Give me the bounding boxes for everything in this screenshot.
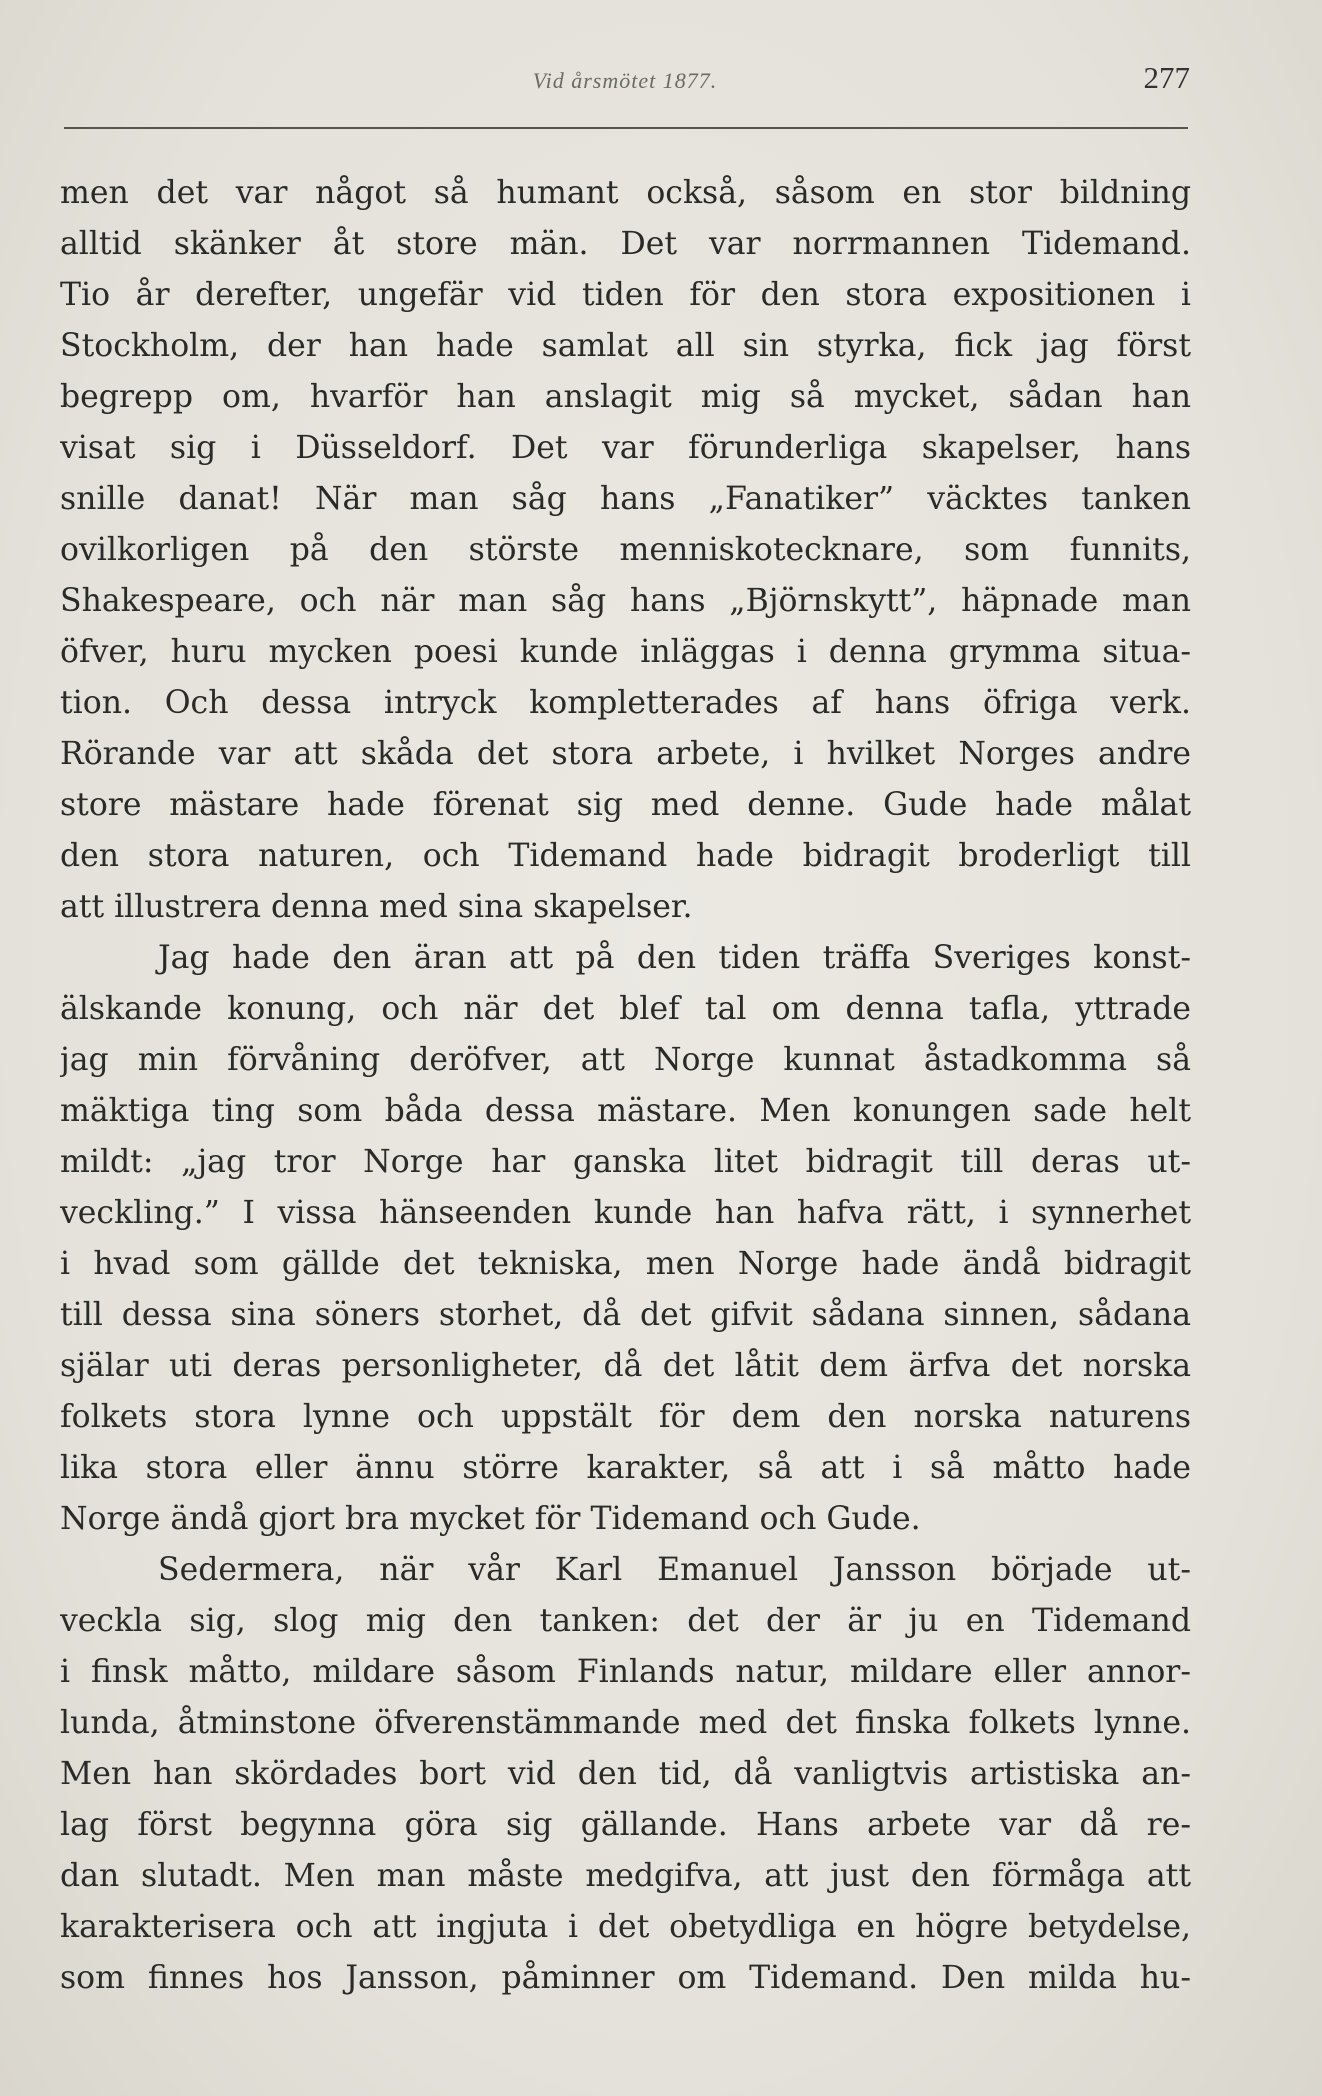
running-head <box>60 60 1190 100</box>
text-line: store mästare hade förenat sig med denne. Gude hade målat <box>60 787 1191 823</box>
text-line: jag min förvåning deröfver, att Norge kunnat åstadkomma så <box>60 1042 1191 1078</box>
text-line: i hvad som gällde det tekniska, men Norge hade ändå bidragit <box>60 1246 1191 1282</box>
page-number: 277 <box>1143 60 1190 95</box>
text-line: Sedermera, när vår Karl Emanuel Jansson började ut- <box>158 1552 1191 1588</box>
text-line: mäktiga ting som båda dessa mästare. Men konungen sade helt <box>60 1093 1191 1129</box>
text-line: öfver, huru mycken poesi kunde inläggas i denna grymma situa- <box>60 634 1191 670</box>
text-line: men det var något så humant också, såsom en stor bildning <box>60 175 1191 211</box>
text-line: Men han skördades bort vid den tid, då vanligtvis artistiska an- <box>60 1756 1191 1792</box>
text-line: Norge ändå gjort bra mycket för Tidemand och Gude. <box>60 1501 921 1537</box>
text-line: alltid skänker åt store män. Det var norrmannen Tidemand. <box>60 226 1191 262</box>
text-line: veckling.” I vissa hänseenden kunde han hafva rätt, i synnerhet <box>60 1195 1191 1231</box>
text-line: tion. Och dessa intryck kompletterades af hans öfriga verk. <box>60 685 1191 721</box>
text-line: Jag hade den äran att på den tiden träffa Sveriges konst- <box>158 940 1191 976</box>
header-rule <box>64 127 1188 129</box>
text-line: Rörande var att skåda det stora arbete, i hvilket Norges andre <box>60 736 1191 772</box>
text-line: Stockholm, der han hade samlat all sin styrka, fick jag först <box>60 328 1191 364</box>
text-line: i finsk måtto, mildare såsom Finlands natur, mildare eller annor- <box>60 1654 1191 1690</box>
text-line: som finnes hos Jansson, påminner om Tidemand. Den milda hu- <box>60 1960 1191 1996</box>
running-title: Vid årsmötet 1877. <box>532 68 718 93</box>
text-line: lika stora eller ännu större karakter, så att i så måtto hade <box>60 1450 1191 1486</box>
text-line: till dessa sina söners storhet, då det gifvit sådana sinnen, sådana <box>60 1297 1191 1333</box>
text-line: karakterisera och att ingjuta i det obetydliga en högre betydelse, <box>60 1909 1191 1945</box>
text-line: ovilkorligen på den störste menniskotecknare, som funnits, <box>60 532 1191 568</box>
text-line: snille danat! När man såg hans „Fanatiker” väcktes tanken <box>60 481 1191 517</box>
text-line: att illustrera denna med sina skapelser. <box>60 889 693 925</box>
text-line: själar uti deras personligheter, då det låtit dem ärfva det norska <box>60 1348 1191 1384</box>
text-line: visat sig i Düsseldorf. Det var förunderliga skapelser, hans <box>60 430 1191 466</box>
body-text <box>60 168 1191 2004</box>
text-line: veckla sig, slog mig den tanken: det der är ju en Tidemand <box>60 1603 1191 1639</box>
text-line: mildt: „jag tror Norge har ganska litet bidragit till deras ut- <box>60 1144 1191 1180</box>
text-line: lunda, åtminstone öfverenstämmande med det finska folkets lynne. <box>60 1705 1191 1741</box>
text-line: den stora naturen, och Tidemand hade bidragit broderligt till <box>60 838 1191 874</box>
text-line: dan slutadt. Men man måste medgifva, att just den förmåga att <box>60 1858 1191 1894</box>
text-line: älskande konung, och när det blef tal om denna tafla, yttrade <box>60 991 1191 1027</box>
text-line: Tio år derefter, ungefär vid tiden för den stora expositionen i <box>60 277 1191 313</box>
text-line: folkets stora lynne och uppstält för dem den norska naturens <box>60 1399 1191 1435</box>
text-line: lag först begynna göra sig gällande. Hans arbete var då re- <box>60 1807 1191 1843</box>
text-line: begrepp om, hvarför han anslagit mig så mycket, sådan han <box>60 379 1191 415</box>
text-line: Shakespeare, och när man såg hans „Björnskytt”, häpnade man <box>60 583 1191 619</box>
